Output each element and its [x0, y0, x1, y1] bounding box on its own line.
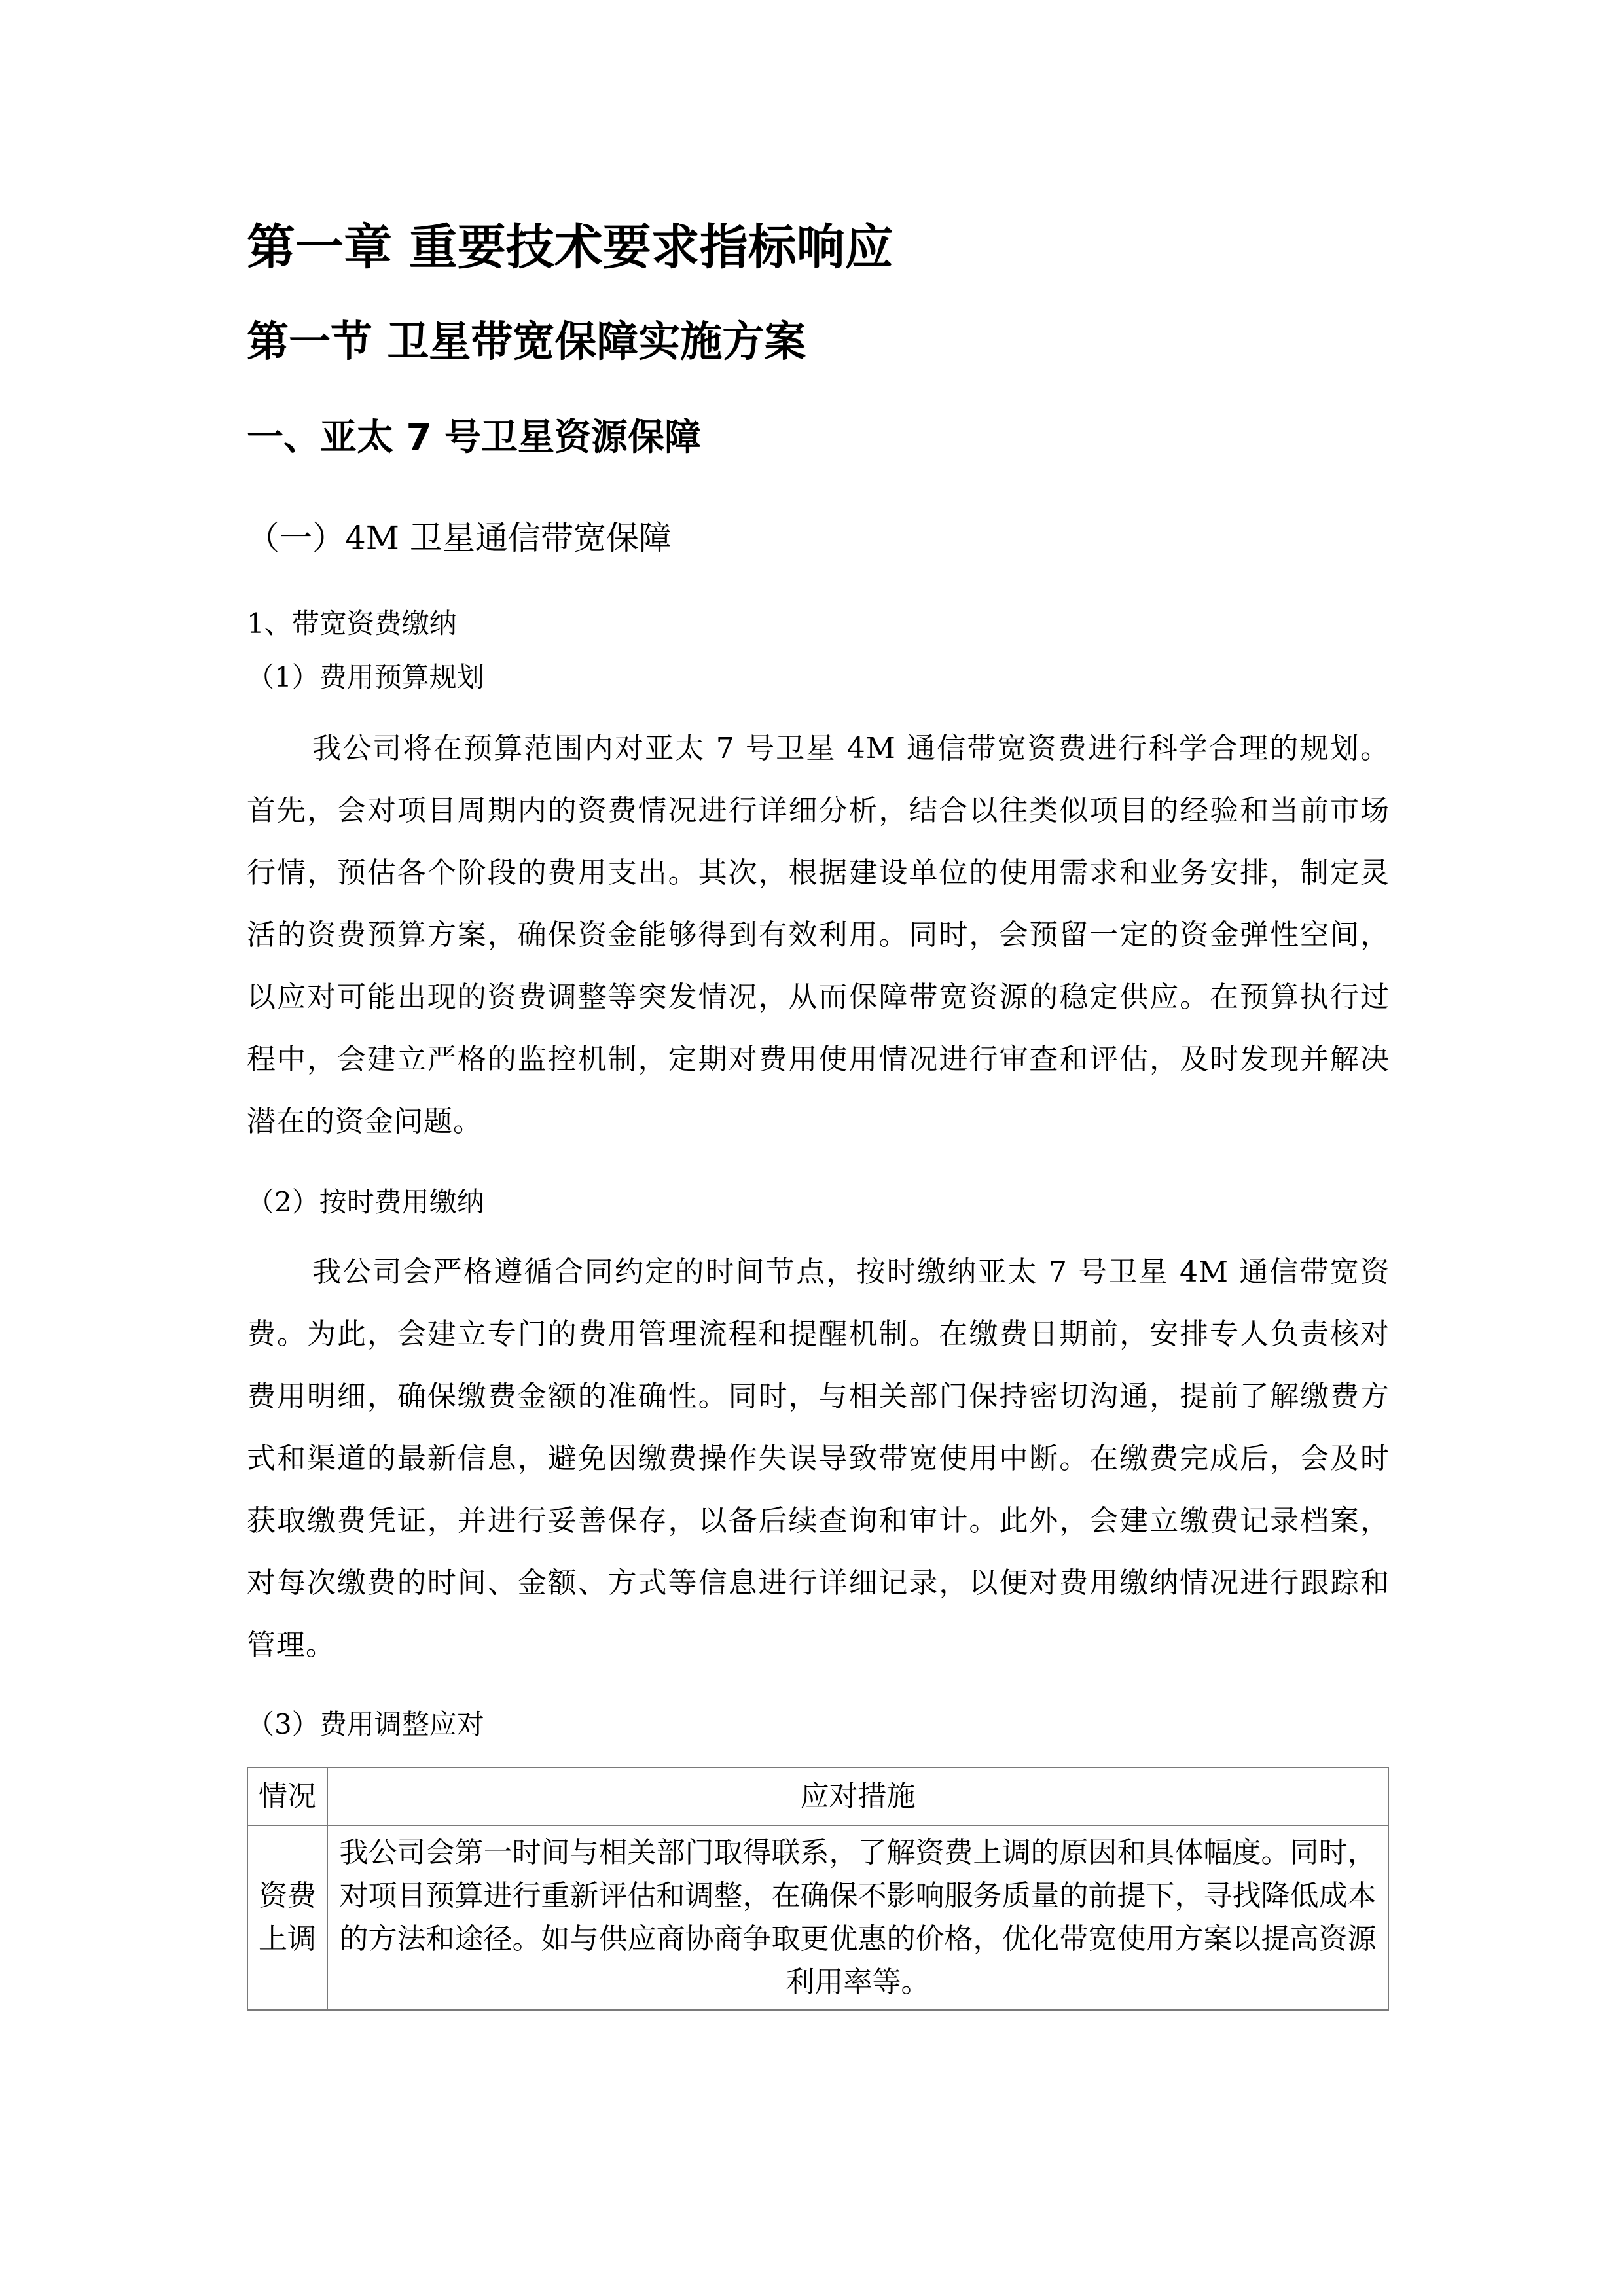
paragraph-timely-payment: 我公司会严格遵循合同约定的时间节点，按时缴纳亚太 7 号卫星 4M 通信带宽资费。为此，会建立专门的费用管理流程和提醒机制。在缴费日期前，安排专人负责核对费用明细，确保缴费金额的准确性。同时，与相关部门保持密切沟通，提前了解缴费方式和渠道的最新信息，避免因缴费操作失误导致带宽使用中断。在缴费完成后，会及时获取缴费凭证，并进行妥善保存，以备后续查询和审计。此外，会建立缴费记录档案，对每次缴费的时间、金额、方式等信息进行详细记录，以便对费用缴纳情况进行跟踪和管理。 [247, 1255, 1390, 1662]
table-header-measure: 应对措施 [327, 1768, 1388, 1825]
chapter-title: 第一章 重要技术要求指标响应 [247, 219, 893, 276]
table-row [247, 1825, 1388, 2010]
item-heading-1: 1、带宽资费缴纳 [247, 607, 457, 639]
part-title: 一、亚太 7 号卫星资源保障 [247, 416, 701, 459]
subheading-budget-planning: （1）费用预算规划 [247, 661, 484, 693]
subpart-title: （一）4M 卫星通信带宽保障 [247, 519, 672, 557]
paragraph-budget-planning: 我公司将在预算范围内对亚太 7 号卫星 4M 通信带宽资费进行科学合理的规划。首先，会对项目周期内的资费情况进行详细分析，结合以往类似项目的经验和当前市场行情，预估各个阶段的费用支出。其次，根据建设单位的使用需求和业务安排，制定灵活的资费预算方案，确保资金能够得到有效利用。同时，会预留一定的资金弹性空间，以应对可能出现的资费调整等突发情况，从而保障带宽资源的稳定供应。在预算执行过程中，会建立严格的监控机制，定期对费用使用情况进行审查和评估，及时发现并解决潜在的资金问题。 [247, 732, 1390, 1138]
table-header-situation: 情况 [247, 1768, 327, 1825]
subheading-timely-payment: （2）按时费用缴纳 [247, 1186, 484, 1218]
table-header-row [247, 1768, 1388, 1825]
table-cell-measure: 我公司会第一时间与相关部门取得联系，了解资费上调的原因和具体幅度。同时，对项目预算进行重新评估和调整，在确保不影响服务质量的前提下，寻找降低成本的方法和途径。如与供应商协商争取更优惠的价格，优化带宽使用方案以提高资源利用率等。 [327, 1825, 1388, 2010]
subheading-fee-adjustment: （3）费用调整应对 [247, 1708, 484, 1740]
section-title: 第一节 卫星带宽保障实施方案 [247, 318, 806, 367]
fee-adjustment-table [247, 1767, 1389, 2011]
table-cell-situation: 资费上调 [247, 1825, 327, 2010]
